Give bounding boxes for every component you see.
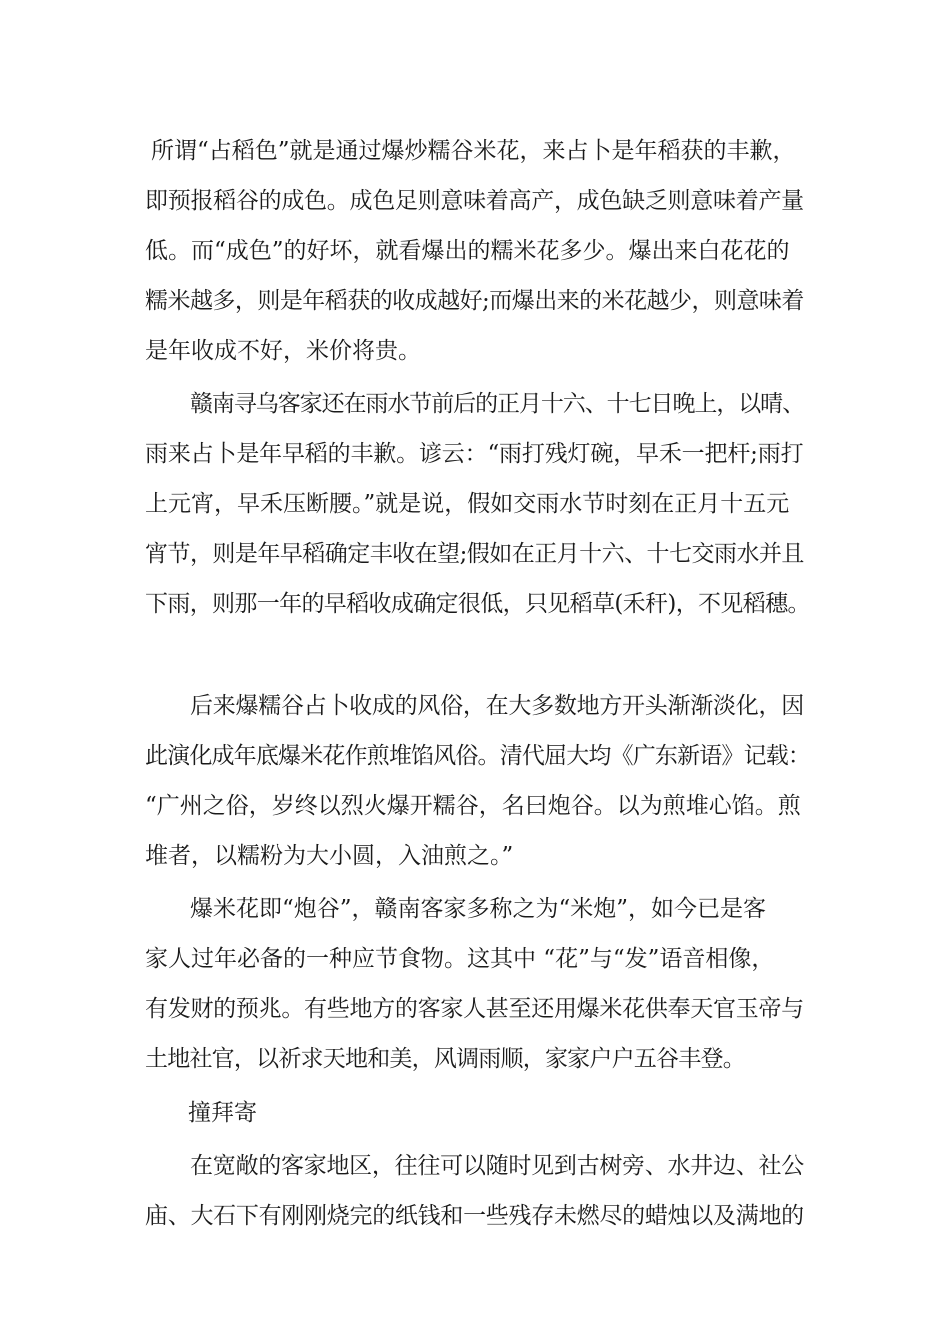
text-line: 是年收成不好，米价将贵。 (145, 338, 421, 364)
text-line: 雨来占卜是年早稻的丰歉。谚云：“雨打残灯碗，早禾一把杆;雨打 (145, 441, 804, 467)
section-heading: 撞拜寄 (188, 1100, 257, 1126)
text-line: 爆米花即“炮谷”，赣南客家多称之为“米炮”，如今已是客 (190, 896, 767, 922)
text-line: 宵节，则是年早稻确定丰收在望;假如在正月十六、十七交雨水并且 (145, 541, 804, 567)
text-line: 糯米越多，则是年稻获的收成越好;而爆出来的米花越少，则意味着 (145, 288, 804, 314)
text-line: 下雨，则那一年的早稻收成确定很低，只见稻草(禾秆)，不见稻穗。 (145, 591, 810, 617)
text-line: 所谓“占稻色”就是通过爆炒糯谷米花，来占卜是年稻获的丰歉， (151, 138, 796, 164)
text-line: 即预报稻谷的成色。成色足则意味着高产，成色缺乏则意味着产量 (145, 188, 804, 214)
text-line: 庙、大石下有刚刚烧完的纸钱和一些残存未燃尽的蜡烛以及满地的 (145, 1203, 804, 1229)
text-line: 土地社官，以祈求天地和美，风调雨顺，家家户户五谷丰登。 (145, 1046, 745, 1072)
text-line: 此演化成年底爆米花作煎堆馅风俗。清代屈大均《广东新语》记载： (145, 743, 811, 769)
text-line: 赣南寻乌客家还在雨水节前后的正月十六、十七日晚上，以晴、 (190, 391, 805, 417)
text-line: 低。而“成色”的好坏，就看爆出的糯米花多少。爆出来白花花的 (145, 238, 790, 264)
text-line: “广州之俗，岁终以烈火爆开糯谷，名曰炮谷。以为煎堆心馅。煎 (145, 793, 801, 819)
text-line: 有发财的预兆。有些地方的客家人甚至还用爆米花供奉天官玉帝与 (145, 996, 804, 1022)
text-line: 上元宵，早禾压断腰。”就是说，假如交雨水节时刻在正月十五元 (145, 491, 790, 517)
text-line: 在宽敞的客家地区，往往可以随时见到古树旁、水井边、社公 (190, 1153, 804, 1179)
text-line: 后来爆糯谷占卜收成的风俗，在大多数地方开头渐渐淡化，因 (190, 693, 804, 719)
text-line: 堆者，以糯粉为大小圆，入油煎之。” (145, 843, 514, 869)
text-line: 家人过年必备的一种应节食物。这其中 “花”与“发”语音相像， (145, 946, 775, 972)
